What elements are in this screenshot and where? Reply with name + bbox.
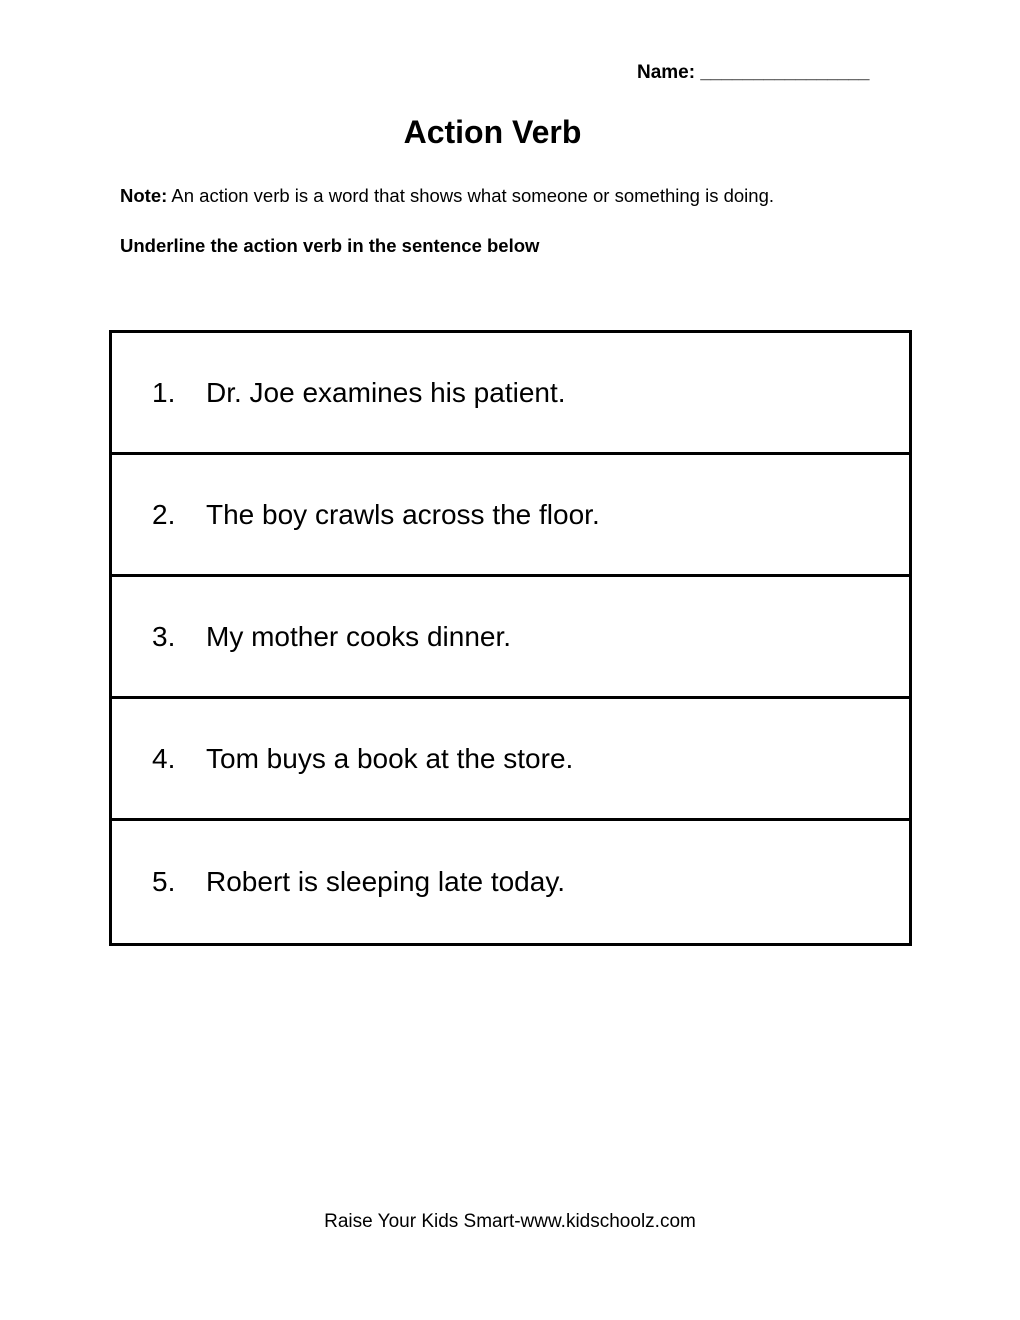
sentence-text: My mother cooks dinner. [206, 620, 512, 652]
sentence-row [112, 577, 909, 699]
sentence-text: Robert is sleeping late today. [206, 866, 566, 897]
instruction: Underline the action verb in the sentence below [120, 235, 540, 256]
name-field-label: Name: ________________ [637, 62, 870, 83]
sentence-text: Dr. Joe examines his patient. [206, 376, 566, 408]
note-label: Note: [120, 185, 168, 206]
sentence-number: 4. [152, 742, 176, 774]
footer: Raise Your Kids Smart-www.kidschoolz.com [324, 1211, 696, 1232]
page-title: Action Verb [403, 114, 582, 150]
sentence-row [112, 821, 909, 943]
sentence-number: 3. [152, 620, 176, 652]
sentence-number: 5. [152, 866, 176, 897]
sentence-row [112, 699, 909, 821]
sentence-table [109, 330, 912, 946]
sentence-row [112, 455, 909, 577]
note [120, 185, 774, 207]
sentence-row [112, 333, 909, 455]
sentence-text: The boy crawls across the floor. [206, 498, 600, 530]
sentence-text: Tom buys a book at the store. [206, 742, 574, 774]
note-text: An action verb is a word that shows what someone or something is doing. [167, 185, 774, 206]
sentence-number: 2. [152, 498, 176, 530]
sentence-number: 1. [152, 376, 176, 408]
